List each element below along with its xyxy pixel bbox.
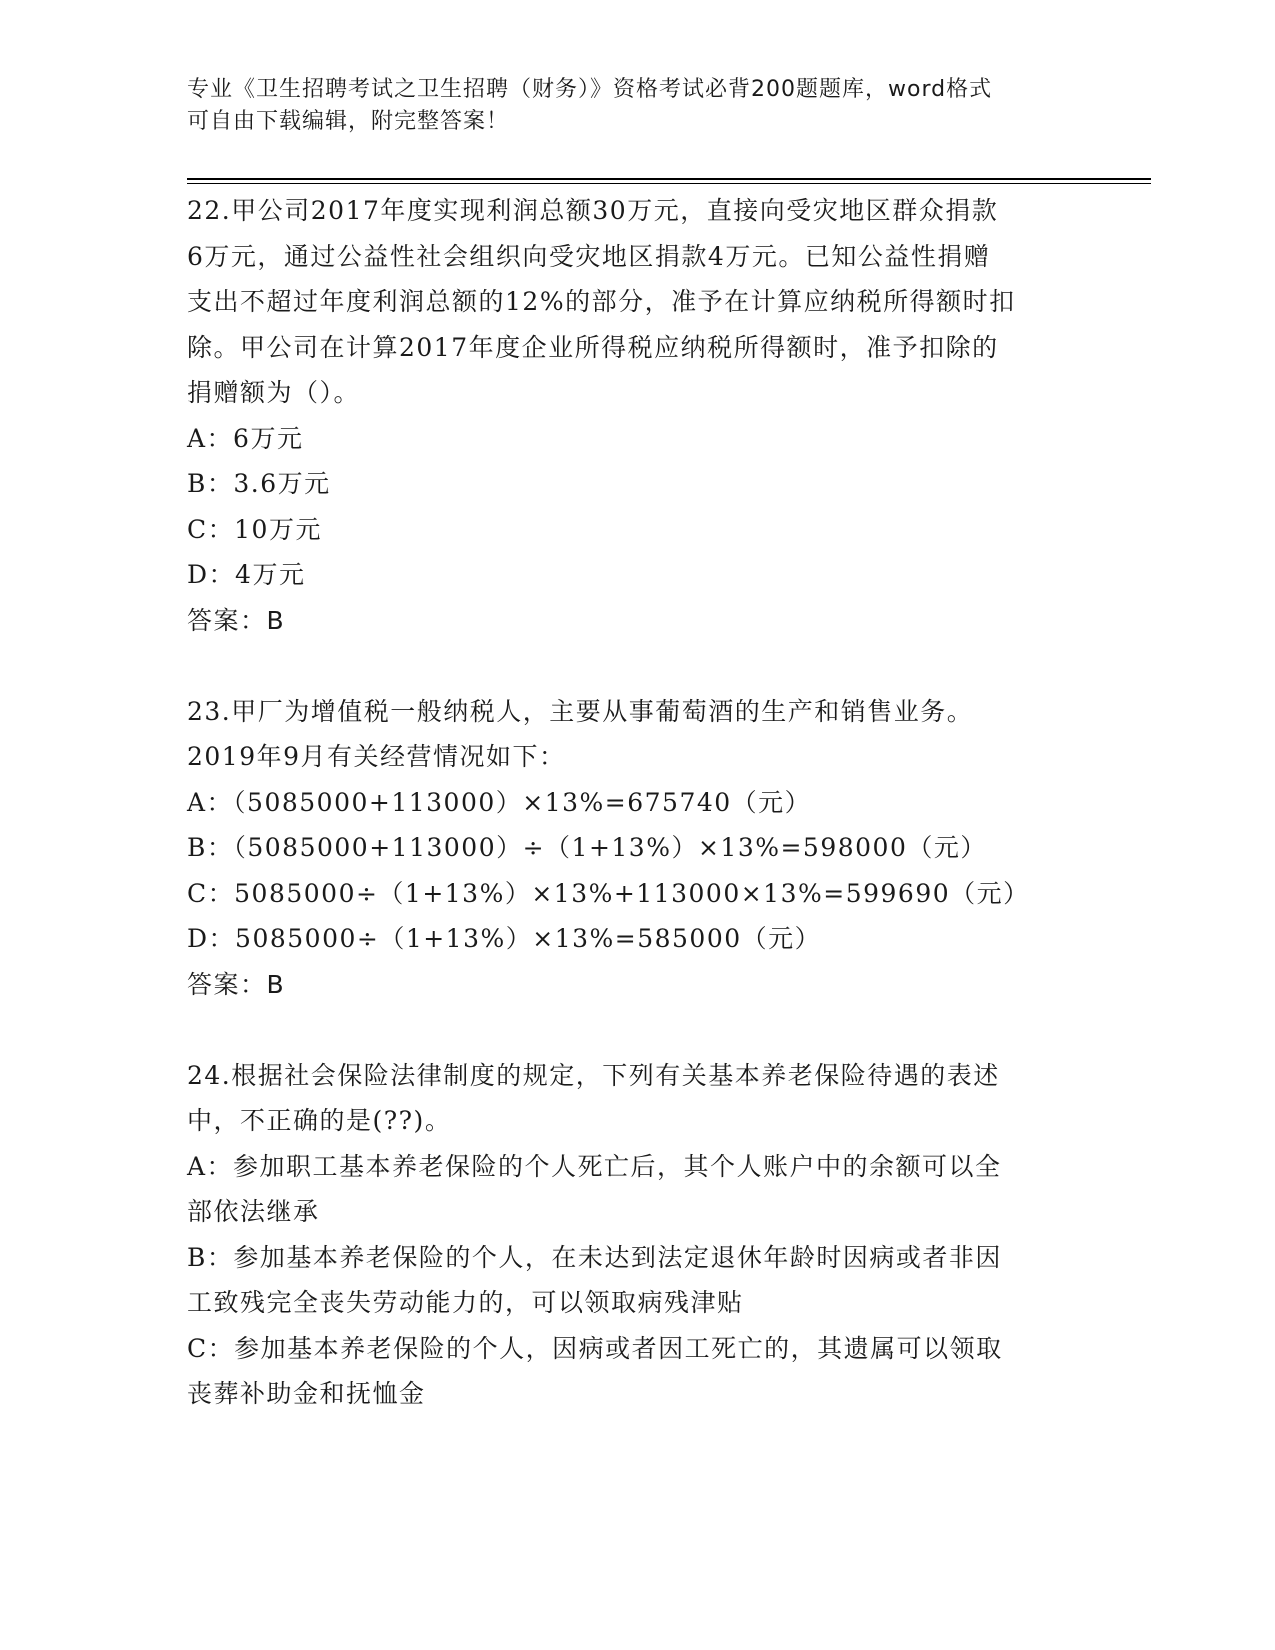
option-c: C：5085000÷（1+13%）×13%+113000×13%=599690（元） [187,878,1030,908]
header-divider-thin [187,183,1151,184]
option-a: A：（5085000+113000）×13%=675740（元） [187,787,812,817]
question-text-line: 支出不超过年度利润总额的12%的部分，准予在计算应纳税所得额时扣 [187,287,1016,316]
question-24 [187,1053,1087,1417]
question-23 [187,689,1087,1008]
question-text-line: 22.甲公司2017年度实现利润总额30万元，直接向受灾地区群众捐款 [187,196,999,225]
question-text-line: 6万元，通过公益性社会组织向受灾地区捐款4万元。已知公益性捐赠 [187,241,991,271]
option-a: A：6万元 [187,423,304,453]
question-text-line: 2019年9月有关经营情况如下： [187,742,566,771]
question-spacer [187,643,1087,689]
option-a-continued: 部依法继承 [187,1197,320,1226]
question-text-line: 24.根据社会保险法律制度的规定，下列有关基本养老保险待遇的表述 [187,1060,1000,1090]
question-22 [187,188,1087,643]
answer-label: 答案：B [187,605,286,635]
question-text-line: 除。甲公司在计算2017年度企业所得税应纳税所得额时，准予扣除的 [187,332,999,362]
answer-label: 答案：B [187,969,286,999]
option-b: B：参加基本养老保险的个人，在未达到法定退休年龄时因病或者非因 [187,1242,1002,1272]
header-line: 可自由下载编辑，附完整答案！ [187,109,510,134]
option-c: C：10万元 [187,514,322,544]
option-b-continued: 工致残完全丧失劳动能力的，可以领取病残津贴 [187,1288,744,1317]
header-line: 专业《卫生招聘考试之卫生招聘（财务）》资格考试必背200题题库，word格式 [187,77,993,102]
option-c: C：参加基本养老保险的个人，因病或者因工死亡的，其遗属可以领取 [187,1333,1003,1363]
option-b: B：3.6万元 [187,469,331,498]
document-header [187,74,1087,138]
question-spacer [187,1007,1087,1053]
option-b: B：（5085000+113000）÷（1+13%）×13%=598000（元） [187,833,987,862]
question-text-line: 23.甲厂为增值税一般纳税人，主要从事葡萄酒的生产和销售业务。 [187,696,974,726]
header-divider-thick [187,178,1151,180]
question-text-line: 捐赠额为（）。 [187,378,361,407]
option-d: D：5085000÷（1+13%）×13%=585000（元） [187,924,822,953]
option-d: D：4万元 [187,560,306,589]
option-c-continued: 丧葬补助金和抚恤金 [187,1379,426,1408]
question-text-line: 中，不正确的是(??)。 [187,1106,452,1135]
question-list [187,188,1087,1417]
option-a: A：参加职工基本养老保险的个人死亡后，其个人账户中的余额可以全 [187,1151,1002,1181]
